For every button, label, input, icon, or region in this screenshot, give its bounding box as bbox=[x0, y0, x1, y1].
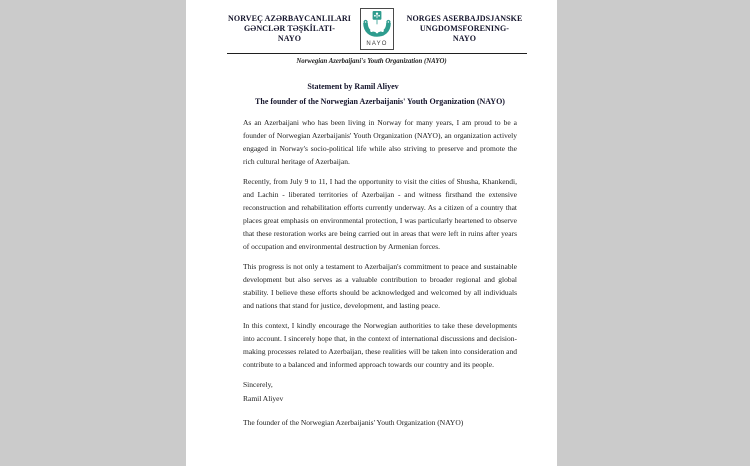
paragraph-4: In this context, I kindly encourage the Norwegian authorities to take these developments into account. I sincerely hope that, in the context of international discussions and decision-making processes related to Azerbaijan, these realities will be taken into consideration and contribute to a balanced and informed approach towards our country and its people. bbox=[243, 321, 517, 369]
org-left-line2: GƏNCLƏR TƏŞKİLATI- bbox=[243, 24, 336, 33]
paragraph-3: This progress is not only a testament to Azerbaijan's commitment to peace and sustainable development but also serves as a valuable contribution to broader regional and global stability. I believe these efforts should be acknowledged and welcomed by all individuals and nations that stand for justice, development, and lasting peace. bbox=[243, 262, 517, 310]
letterhead bbox=[227, 8, 527, 50]
org-left-line3: NAYO bbox=[277, 34, 302, 43]
closing-block bbox=[243, 378, 517, 430]
paragraph-1: As an Azerbaijani who has been living in Norway for many years, I am proud to be a founder of Norwegian Azerbaijanis' Youth Organization (NAYO), an organization actively engaged in Norway's socio-political life while also striving to preserve and promote the rich cultural heritage of Azerbaijan. bbox=[243, 118, 517, 166]
document-page bbox=[186, 0, 557, 466]
org-left-line1: NORVEÇ AZƏRBAYCANLILARI bbox=[228, 14, 351, 23]
nayo-logo bbox=[360, 8, 394, 50]
logo-label: NAYO bbox=[366, 41, 388, 47]
statement-body bbox=[243, 79, 517, 430]
org-name-azerbaijani bbox=[227, 14, 352, 44]
org-name-norwegian bbox=[402, 14, 527, 44]
statement-title: Statement by Ramil Aliyev bbox=[307, 82, 399, 91]
statement-subtitle: The founder of the Norwegian Azerbaijanis' Youth Organization (NAYO) bbox=[255, 97, 505, 106]
viking-boat-icon bbox=[362, 10, 392, 43]
closing-role: The founder of the Norwegian Azerbaijanis' Youth Organization (NAYO) bbox=[243, 418, 464, 427]
closing-salutation: Sincerely, bbox=[243, 380, 273, 389]
letterhead-divider bbox=[227, 53, 527, 54]
paragraph-2: Recently, from July 9 to 11, I had the opportunity to visit the cities of Shusha, Khankendi, and Lachin - liberated territories of Azerbaijan - and witness firsthand the extensive reconstruction and rehabilitation efforts currently underway. As a citizen of a country that places great emphasis on environmental protection, I was particularly heartened to observe that these restoration works are being carried out in areas that were left in ruins after years of occupation and environmental destruction by Armenian forces. bbox=[243, 177, 517, 251]
letterhead-subtitle: Norwegian Azerbaijani's Youth Organization (NAYO) bbox=[296, 58, 447, 65]
org-right-line2: UNGDOMSFORENING- bbox=[419, 24, 510, 33]
org-right-line3: NAYO bbox=[452, 34, 477, 43]
closing-signature: Ramil Aliyev bbox=[243, 394, 284, 403]
org-right-line1: NORGES ASERBAJDSJANSKE bbox=[406, 14, 523, 23]
